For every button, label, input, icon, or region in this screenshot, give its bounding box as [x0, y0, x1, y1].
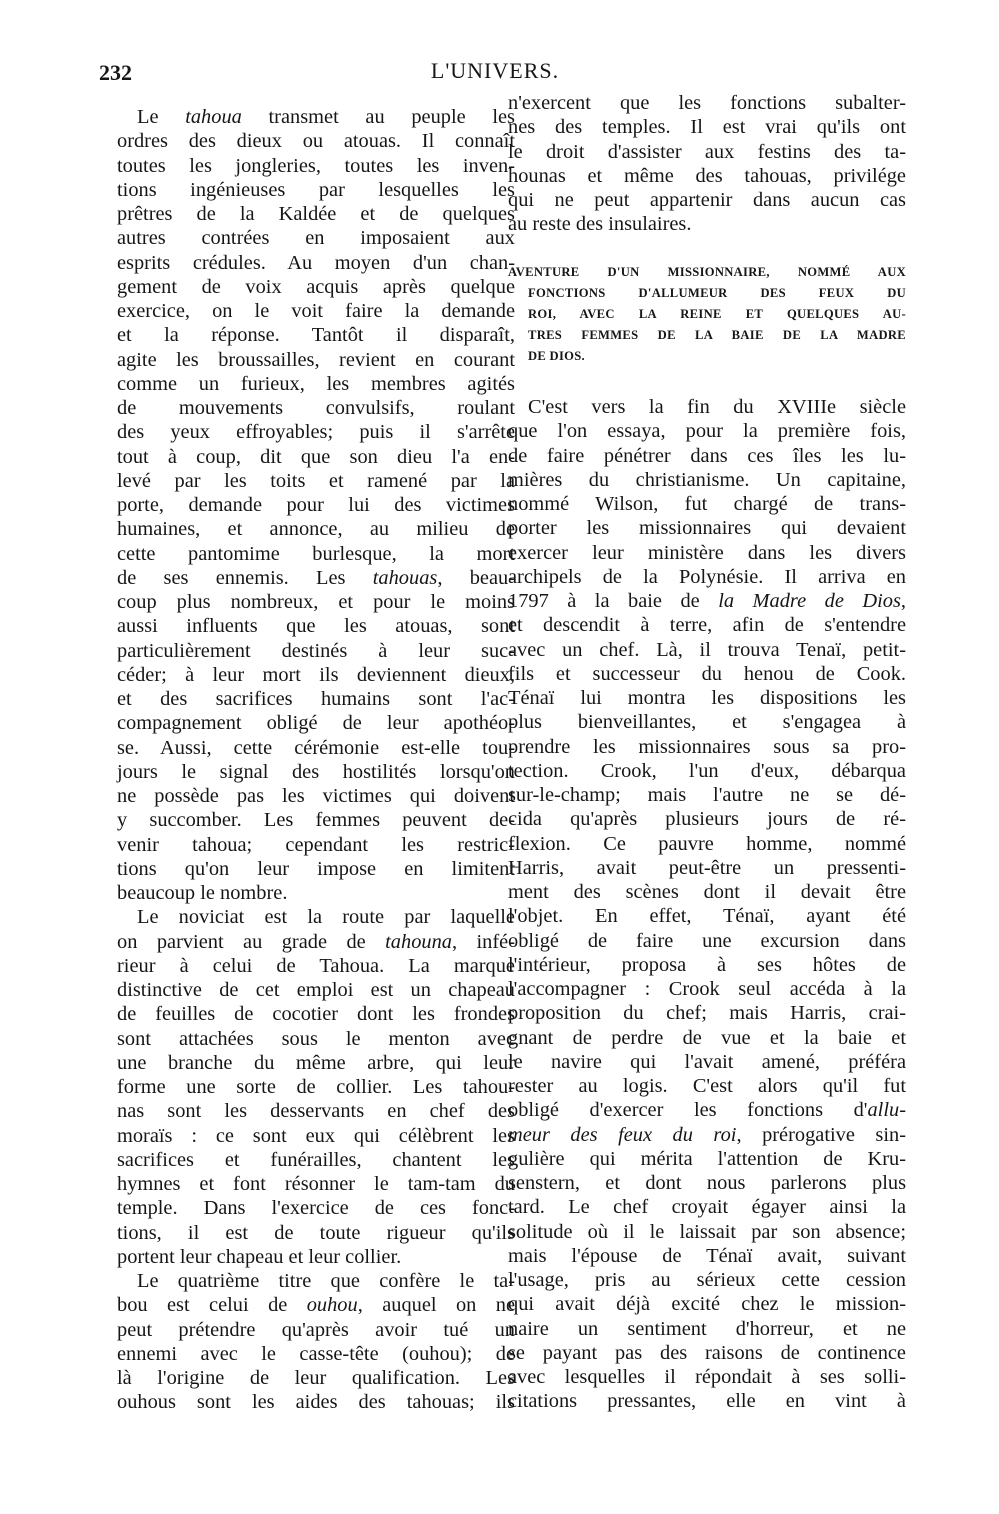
text-line: exercice, on le voit faire la demande — [117, 300, 515, 322]
text-line: n'exercent que les fonctions subalter- — [508, 92, 906, 114]
text-line: obligé d'exercer les fonctions d'allu- — [508, 1099, 906, 1122]
text-line: porter les missionnaires qui devaient — [508, 517, 906, 540]
text-line: de feuilles de cocotier dont les frondes — [117, 1003, 515, 1026]
text-line: mières du christianisme. Un capitaine, — [508, 468, 906, 491]
text-line: compagnement obligé de leur apothéo- — [117, 712, 515, 735]
heading-line: AVENTURE D'UN MISSIONNAIRE, NOMMÉ AUX — [508, 265, 906, 279]
text-line: rester au logis. C'est alors qu'il fut — [508, 1075, 906, 1097]
text-line: hymnes et font résonner le tam-tam du — [117, 1173, 515, 1195]
text-line: toutes les jongleries, toutes les inven- — [117, 154, 515, 177]
text-line: prendre les missionnaires sous sa pro- — [508, 735, 906, 758]
text-line: beaucoup le nombre. — [117, 882, 288, 904]
heading-line: TRES FEMMES DE LA BAIE DE LA MADRE — [528, 328, 906, 342]
italic-text: tahouas — [372, 566, 438, 589]
text-line: de ses ennemis. Les tahouas, beau- — [117, 566, 515, 589]
text-line: nas sont les desservants en chef des — [117, 1100, 515, 1123]
running-title: L'UNIVERS. — [430, 58, 560, 83]
text-line: l'objet. En effet, Ténaï, ayant été — [508, 905, 906, 928]
text-line: Le quatrième titre que confère le ta- — [137, 1270, 515, 1292]
text-line: forme une sorte de collier. Les tahou- — [117, 1076, 515, 1098]
text-line: cida qu'après plusieurs jours de ré- — [508, 808, 906, 831]
text-line: Ténaï lui montra les dispositions les — [508, 687, 906, 709]
text-line: exercer leur ministère dans les divers — [508, 541, 906, 564]
text-line: au reste des insulaires. — [508, 213, 692, 236]
text-line: sur-le-champ; mais l'autre ne se dé- — [508, 784, 906, 806]
text-line: fils et successeur du henou de Cook. — [508, 662, 906, 685]
text-line: moraïs : ce sont eux qui célèbrent les — [117, 1124, 515, 1147]
text-line: tection. Crook, l'un d'eux, débarqua — [508, 759, 906, 782]
text-line: le droit d'assister aux festins des ta- — [508, 140, 906, 163]
text-line: Harris, avait peut-être un pressenti- — [508, 856, 906, 879]
italic-text: allu- — [867, 1099, 906, 1122]
text-line: l'accompagner : Crook seul accéda à la — [508, 978, 906, 1000]
text-line: C'est vers la fin du XVIIIe siècle — [528, 396, 906, 418]
heading-line: FONCTIONS D'ALLUMEUR DES FEUX DU — [528, 286, 906, 300]
text-line: temple. Dans l'exercice de ces fonc- — [117, 1197, 515, 1220]
text-line: sacrifices et funérailles, chantent les — [117, 1148, 515, 1171]
text-line: flexion. Ce pauvre homme, nommé — [508, 832, 906, 855]
text-line: jours le signal des hostilités lorsqu'on — [117, 760, 515, 783]
italic-text: tahoua — [185, 106, 242, 128]
text-line: se. Aussi, cette cérémonie est-elle tou- — [117, 736, 515, 759]
text-line: ennemi avec le casse-tête (ouhou); de — [117, 1342, 515, 1365]
text-line: ouhous sont les aides des tahouas; ils — [117, 1391, 515, 1414]
text-line: citations pressantes, elle en vint à — [508, 1390, 906, 1413]
text-line: ment des scènes dont il devait être — [508, 881, 906, 903]
text-line: nommé Wilson, fut chargé de trans- — [508, 493, 906, 515]
section-heading — [508, 262, 906, 367]
text-line: gnant de perdre de vue et la baie et — [508, 1026, 906, 1049]
text-line: et des sacrifices humains sont l'ac- — [117, 688, 515, 710]
text-line: peut prétendre qu'après avoir tué un — [117, 1318, 515, 1341]
text-line: tions qu'on leur impose en limitent — [117, 857, 515, 880]
text-line: avec lesquelles il répondait à ses solli- — [508, 1366, 906, 1388]
text-line: distinctive de cet emploi est un chapeau — [117, 979, 515, 1001]
text-line: tions, il est de toute rigueur qu'ils — [117, 1221, 515, 1244]
text-line: l'usage, pris au sérieux cette cession — [508, 1269, 906, 1291]
text-line: y succomber. Les femmes peuvent de- — [117, 809, 515, 832]
text-line: humaines, et annonce, au milieu de — [117, 518, 515, 541]
text-line: coup plus nombreux, et pour le moins — [117, 591, 515, 613]
italic-text: la Madre de Dios — [718, 590, 901, 612]
text-line: des yeux effroyables; puis il s'arrête — [117, 421, 515, 444]
page-number: 232 — [99, 60, 132, 85]
text-line: naire un sentiment d'horreur, et ne — [508, 1317, 906, 1340]
text-line: venir tahoua; cependant les restric- — [117, 833, 515, 856]
text-line: sont attachées sous le menton avec — [117, 1027, 515, 1050]
text-line: Le noviciat est la route par laquelle — [137, 906, 515, 929]
right-column-body — [508, 395, 906, 1414]
text-line: ne possède pas les victimes qui doivent — [117, 785, 515, 807]
text-line: là l'origine de leur qualification. Les — [117, 1367, 515, 1389]
text-line: ordres des dieux ou atouas. Il connaît — [117, 130, 515, 153]
text-line: Le tahoua transmet au peuple les — [137, 106, 515, 128]
text-line: qui avait déjà excité chez le mission- — [508, 1293, 906, 1316]
text-line: portent leur chapeau et leur collier. — [117, 1245, 402, 1268]
text-line: de mouvements convulsifs, roulant — [117, 397, 515, 419]
left-column — [117, 105, 515, 1415]
text-line: mais l'épouse de Ténaï avait, suivant — [508, 1244, 906, 1267]
text-line: levé par les toits et ramené par la — [117, 469, 515, 492]
text-line: aussi influents que les atouas, sont — [117, 615, 515, 638]
heading-line: DE DIOS. — [528, 349, 585, 363]
text-line: tout à coup, dit que son dieu l'a en- — [117, 445, 515, 468]
text-line: particulièrement destinés à leur suc- — [117, 639, 515, 662]
text-line: céder; à leur mort ils deviennent dieux, — [117, 663, 515, 686]
text-line: qui ne peut appartenir dans aucun cas — [508, 189, 906, 211]
text-line: tions ingénieuses par lesquelles les — [117, 178, 515, 201]
text-line: on parvient au grade de tahouna, infé- — [117, 930, 516, 953]
text-line: l'intérieur, proposa à ses hôtes de — [508, 953, 906, 976]
text-line: de faire pénétrer dans ces îles les lu- — [508, 444, 906, 467]
heading-line: ROI, AVEC LA REINE ET QUELQUES AU- — [528, 307, 906, 321]
text-line: rieur à celui de Tahoua. La marque — [117, 954, 515, 977]
text-line: cette pantomime burlesque, la mort — [117, 542, 515, 565]
text-line: esprits crédules. Au moyen d'un chan- — [117, 251, 515, 274]
italic-text: meur des feux du roi — [508, 1123, 737, 1146]
text-line: prêtres de la Kaldée et de quelques — [117, 203, 515, 225]
text-line: meur des feux du roi, prérogative sin- — [508, 1123, 906, 1146]
text-line: gulière qui mérita l'attention de Kru- — [508, 1147, 906, 1170]
text-line: senstern, et dont nous parlerons plus — [508, 1172, 906, 1194]
text-line: tard. Le chef croyait égayer ainsi la — [508, 1196, 906, 1219]
text-line: porte, demande pour lui des victimes — [117, 494, 515, 516]
text-line: comme un furieux, les membres agités — [117, 372, 515, 395]
text-line: autres contrées en imposaient aux — [117, 227, 515, 250]
text-line: agite les broussailles, revient en courant — [117, 348, 515, 371]
text-line: plus bienveillantes, et s'engagea à — [508, 711, 906, 734]
text-line: obligé de faire une excursion dans — [508, 929, 906, 952]
text-line: archipels de la Polynésie. Il arriva en — [508, 565, 906, 588]
text-line: se payant pas des raisons de continence — [508, 1341, 906, 1364]
text-line: gement de voix acquis après quelque — [117, 275, 515, 298]
italic-text: tahouna — [385, 930, 452, 953]
text-line: avec un chef. Là, il trouva Tenaï, petit- — [508, 638, 906, 661]
text-line: le navire qui l'avait amené, préféra — [508, 1050, 906, 1073]
text-line: que l'on essaya, pour la première fois, — [508, 420, 906, 443]
text-line: bou est celui de ouhou, auquel on ne — [117, 1294, 515, 1317]
text-line: nes des temples. Il est vrai qu'ils ont — [508, 116, 906, 139]
text-line: une branche du même arbre, qui leur — [117, 1051, 515, 1074]
text-line: 1797 à la baie de la Madre de Dios, — [508, 590, 906, 612]
text-line: solitude où il le laissait par son absence; — [508, 1220, 906, 1243]
italic-text: ouhou — [306, 1294, 358, 1317]
text-line: et descendit à terre, afin de s'entendre — [508, 614, 906, 637]
text-line: hounas et même des tahouas, privilége — [508, 164, 906, 187]
text-line: proposition du chef; mais Harris, crai- — [508, 1002, 906, 1025]
text-line: et la réponse. Tantôt il disparaît, — [117, 324, 515, 347]
right-column-top — [508, 91, 906, 237]
